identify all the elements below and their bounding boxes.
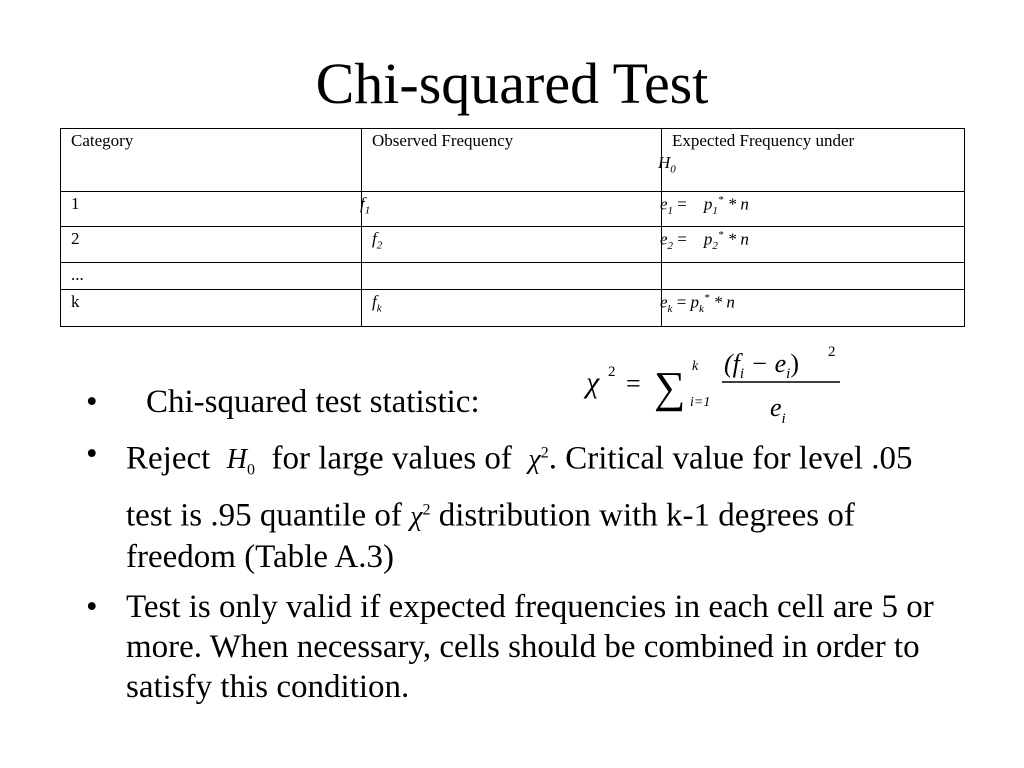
- chi-inline: [528, 444, 548, 475]
- table-row: [61, 290, 965, 327]
- exp-equals: =: [677, 194, 687, 214]
- obs-subscript: k: [376, 302, 382, 315]
- table-header-row: [61, 129, 965, 192]
- category-value: ...: [71, 265, 84, 284]
- bullet-list: [86, 382, 936, 717]
- cell-observed: [362, 263, 662, 290]
- table-row: [61, 263, 965, 290]
- cell-observed: [362, 290, 662, 327]
- h0-inline-letter: H: [226, 444, 248, 476]
- chi-inline-letter: χ: [528, 444, 541, 476]
- exp-p-subscript: k: [699, 303, 704, 316]
- bullet-text-distribution: distribution with k-1 degrees of freedom (Table A.3): [126, 497, 855, 576]
- num-open-f: (f: [724, 349, 740, 378]
- exp-rest: * n: [727, 194, 749, 214]
- header-category-label: Category: [71, 131, 134, 150]
- cell-expected: [662, 290, 965, 327]
- exp-rest: * n: [727, 229, 749, 249]
- exp-p-star: *: [717, 194, 724, 206]
- den-e: e: [770, 393, 782, 422]
- formula-sum-upper: k: [692, 359, 699, 374]
- observed-expr: [372, 229, 383, 252]
- obs-subscript: 2: [376, 239, 383, 252]
- formula-sum-lower: i=1: [690, 395, 711, 410]
- header-h0-symbol: [658, 153, 954, 175]
- exp-subscript: 1: [667, 205, 674, 218]
- h0-inline-sub: 0: [247, 461, 256, 479]
- category-value: 1: [71, 194, 80, 213]
- exp-symbol: e: [660, 292, 668, 312]
- expected-expr: [660, 292, 735, 315]
- cell-expected: [662, 263, 965, 290]
- den-sub: i: [781, 411, 786, 427]
- cell-category: [61, 263, 362, 290]
- exp-p: p: [690, 292, 700, 312]
- expected-expr: [660, 194, 749, 217]
- num-sub2: i: [786, 366, 791, 382]
- category-value: k: [71, 292, 80, 311]
- obs-symbol: f: [372, 229, 377, 248]
- formula-sigma: ∑: [654, 363, 686, 412]
- exp-p: p: [703, 194, 713, 214]
- bullet-item: [86, 587, 936, 707]
- bullet-text: Test is only valid if expected frequencies in each cell are 5 or more. When necessary, cells should be combined in order to satisfy this condition.: [126, 589, 934, 706]
- frequency-table: [60, 128, 965, 327]
- chi-inline-sup: 2: [422, 501, 431, 519]
- cell-expected: [662, 192, 965, 227]
- h0-letter: H: [658, 153, 671, 172]
- exp-p-subscript: 1: [712, 205, 718, 218]
- exp-p-star: *: [703, 292, 710, 304]
- table-row: [61, 192, 965, 227]
- chi-inline-sup: 2: [540, 445, 549, 462]
- obs-symbol: f: [360, 194, 365, 213]
- chi-inline-2: [410, 501, 430, 532]
- bullet-dot: •: [86, 589, 98, 626]
- bullet-dot: •: [86, 384, 98, 420]
- num-mid: − e: [744, 349, 787, 378]
- cell-category: [61, 290, 362, 327]
- bullet-text-critical: . Critical value for level .05 test is .95 quantile of: [126, 440, 913, 534]
- observed-expr: [360, 194, 370, 216]
- exp-p-subscript: 2: [712, 240, 718, 253]
- num-sub1: i: [739, 366, 745, 382]
- bullet-dot: •: [86, 436, 98, 472]
- header-expected: [658, 129, 965, 192]
- formula-chi-sup: 2: [608, 364, 616, 380]
- header-expected-label: Expected Frequency under: [672, 131, 855, 150]
- header-observed-label: Observed Frequency: [372, 131, 514, 150]
- h0-inline: [226, 444, 256, 479]
- header-category: [61, 129, 362, 192]
- exp-rest: * n: [713, 292, 735, 312]
- exp-equals: =: [676, 292, 687, 312]
- formula-chi: χ: [586, 366, 600, 399]
- chi-inline-letter: χ: [410, 501, 423, 533]
- cell-observed: [362, 192, 662, 227]
- formula-equals: =: [626, 369, 641, 398]
- exp-subscript: 2: [667, 240, 674, 253]
- cell-category: [61, 192, 362, 227]
- obs-symbol: f: [372, 292, 377, 311]
- exp-p: p: [703, 229, 713, 249]
- bullet-item: [86, 382, 936, 422]
- bullet-item: [86, 434, 936, 577]
- cell-category: [61, 227, 362, 263]
- observed-expr: [372, 292, 382, 315]
- obs-subscript: 1: [364, 204, 371, 217]
- exp-p-star: *: [717, 229, 724, 241]
- slide-title: Chi-squared Test: [315, 51, 709, 116]
- h0-subscript: 0: [670, 163, 676, 176]
- table-row: [61, 227, 965, 263]
- expected-expr: [660, 229, 749, 252]
- formula-num-sup: 2: [828, 344, 836, 360]
- exp-subscript: k: [667, 303, 673, 316]
- bullet-text-large-values: for large values of: [271, 440, 512, 477]
- num-close: ): [790, 349, 799, 378]
- cell-observed: [362, 227, 662, 263]
- bullet-text-reject: Reject: [126, 440, 211, 477]
- formula-num-open: [724, 349, 799, 382]
- exp-symbol: e: [660, 229, 668, 249]
- header-observed: [362, 129, 662, 192]
- exp-symbol: e: [660, 194, 668, 214]
- category-value: 2: [71, 229, 80, 248]
- cell-expected: [662, 227, 965, 263]
- bullet-text: Chi-squared test statistic:: [146, 384, 480, 420]
- exp-equals: =: [677, 229, 687, 249]
